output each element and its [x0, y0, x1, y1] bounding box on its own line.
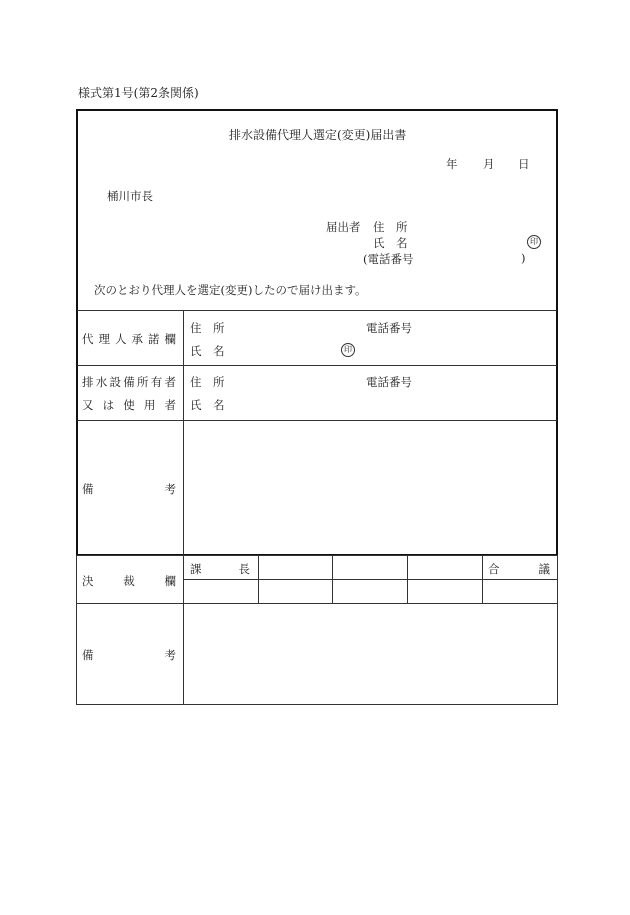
applicant-name-label: 氏 名 [373, 236, 408, 250]
form-number-label: 様式第1号(第2条関係) [78, 86, 199, 100]
decision-col-divider-1 [258, 556, 259, 603]
date-year: 年 [446, 157, 458, 171]
divider-owner-top [77, 365, 557, 366]
applicant-seal-mark: 印 [527, 235, 541, 249]
applicant-phone-close: ) [521, 251, 526, 265]
agent-approval-label: 代 理 人 承 諾 欄 [82, 332, 176, 346]
remarks-label-lower: 備 考 [82, 648, 176, 662]
decision-col-divider-3 [407, 556, 408, 603]
divider-lower-remarks-top [77, 603, 557, 604]
decision-row-split [184, 579, 557, 580]
divider-remarks-top [77, 420, 557, 421]
label-column-divider-upper [183, 310, 184, 555]
decision-label: 決 裁 欄 [82, 574, 176, 588]
addressee: 桶川市長 [107, 189, 153, 203]
agent-name-label: 氏 名 [190, 344, 225, 358]
owner-address-label: 住 所 [190, 375, 225, 389]
owner-name-label: 氏 名 [190, 398, 225, 412]
document-title: 排水設備代理人選定(変更)届出書 [229, 128, 407, 142]
decision-col-divider-2 [332, 556, 333, 603]
remarks-label-upper: 備 考 [82, 482, 176, 496]
divider-agent-top [77, 310, 557, 311]
date-day: 日 [518, 157, 530, 171]
applicant-label: 届出者 [326, 220, 361, 234]
owner-phone-label: 電話番号 [366, 375, 412, 389]
statement-text: 次のとおり代理人を選定(変更)したので届け出ます。 [94, 283, 367, 297]
agent-seal-mark: 印 [341, 343, 355, 357]
agent-phone-label: 電話番号 [366, 321, 412, 335]
section-chief-header: 課 長 [190, 562, 250, 576]
agent-address-label: 住 所 [190, 321, 225, 335]
decision-col-divider-4 [482, 556, 483, 603]
applicant-address-label: 住 所 [373, 220, 408, 234]
owner-label-line2: 又 は 使 用 者 [82, 398, 176, 412]
owner-label-line1: 排 水 設 備 所 有 者 [82, 375, 176, 389]
applicant-phone-open: (電話番号 [363, 252, 414, 266]
date-month: 月 [483, 157, 495, 171]
council-header: 合 議 [488, 562, 550, 576]
